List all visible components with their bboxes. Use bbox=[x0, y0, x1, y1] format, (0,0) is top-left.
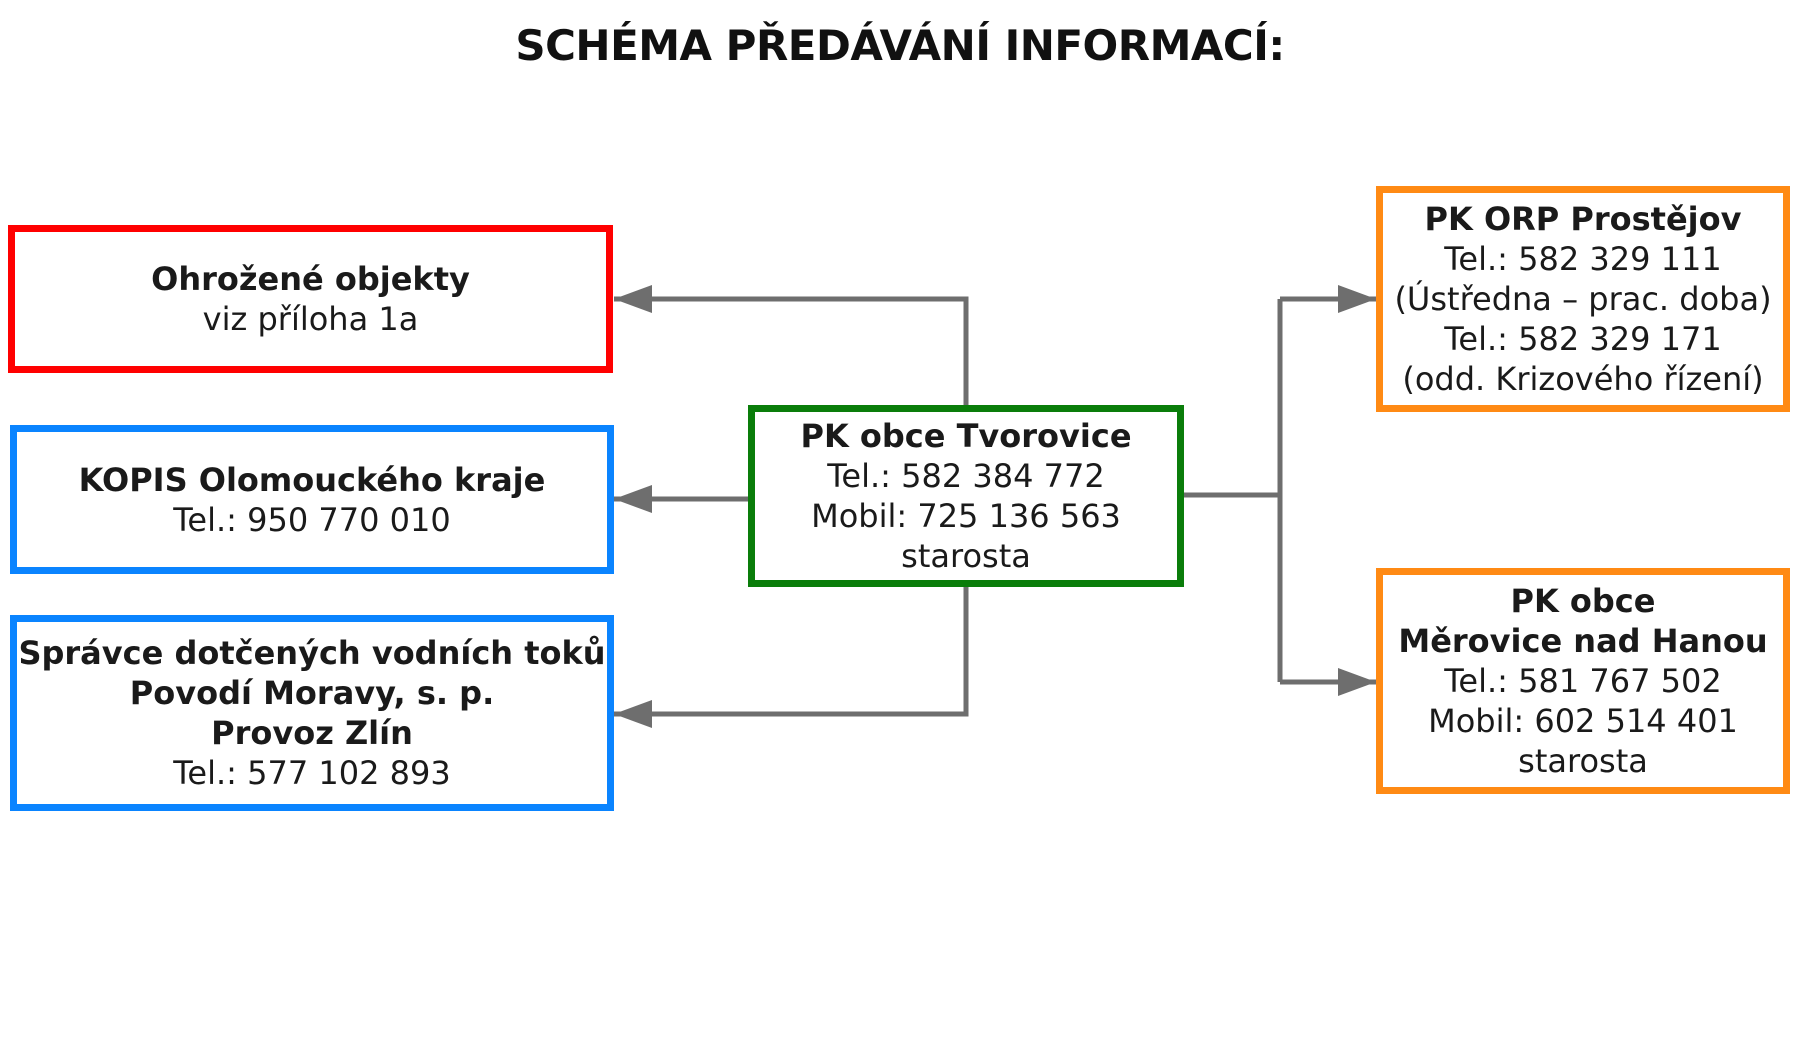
node-orp-line-4: (odd. Krizového řízení) bbox=[1402, 360, 1764, 398]
page-title: SCHÉMA PŘEDÁVÁNÍ INFORMACÍ: bbox=[515, 21, 1285, 70]
node-merovice-role: starosta bbox=[1518, 742, 1648, 780]
connector-center-to-water bbox=[614, 587, 966, 714]
node-kopis bbox=[10, 425, 614, 574]
node-water-title-3: Provoz Zlín bbox=[211, 714, 413, 752]
node-water-management bbox=[10, 615, 614, 811]
node-merovice-title-2: Měrovice nad Hanou bbox=[1398, 622, 1768, 660]
arrow-to-merovice bbox=[1338, 668, 1376, 696]
arrow-to-kopis bbox=[614, 485, 652, 513]
node-threatened-title: Ohrožené objekty bbox=[151, 260, 470, 298]
node-kopis-title: KOPIS Olomouckého kraje bbox=[78, 460, 546, 499]
node-merovice-mobile: Mobil: 602 514 401 bbox=[1428, 702, 1738, 740]
node-orp-line-2: (Ústředna – prac. doba) bbox=[1394, 280, 1772, 318]
node-merovice-phone: Tel.: 581 767 502 bbox=[1444, 662, 1722, 700]
node-center-title: PK obce Tvorovice bbox=[800, 417, 1132, 455]
node-threatened-objects bbox=[8, 225, 613, 373]
arrow-to-water bbox=[614, 700, 652, 728]
node-threatened-line-1: viz příloha 1a bbox=[202, 300, 419, 338]
node-center-role: starosta bbox=[901, 537, 1031, 575]
node-water-title-2: Povodí Moravy, s. p. bbox=[129, 674, 495, 712]
node-water-title-1: Správce dotčených vodních toků bbox=[18, 634, 606, 672]
arrow-to-threatened bbox=[614, 285, 652, 313]
node-orp-line-3: Tel.: 582 329 171 bbox=[1444, 320, 1722, 358]
node-kopis-phone: Tel.: 950 770 010 bbox=[173, 500, 451, 539]
node-center-mobile: Mobil: 725 136 563 bbox=[811, 497, 1121, 535]
node-water-phone: Tel.: 577 102 893 bbox=[173, 754, 451, 792]
node-merovice-title-1: PK obce bbox=[1510, 582, 1656, 620]
node-merovice bbox=[1376, 568, 1790, 794]
connector-center-to-threatened bbox=[614, 299, 966, 405]
node-center-tvorovice bbox=[748, 405, 1184, 587]
node-orp-title: PK ORP Prostějov bbox=[1424, 200, 1742, 238]
node-orp-line-1: Tel.: 582 329 111 bbox=[1444, 240, 1722, 278]
node-orp-prostejov bbox=[1376, 186, 1790, 412]
node-center-phone: Tel.: 582 384 772 bbox=[827, 457, 1105, 495]
arrow-to-orp bbox=[1338, 285, 1376, 313]
